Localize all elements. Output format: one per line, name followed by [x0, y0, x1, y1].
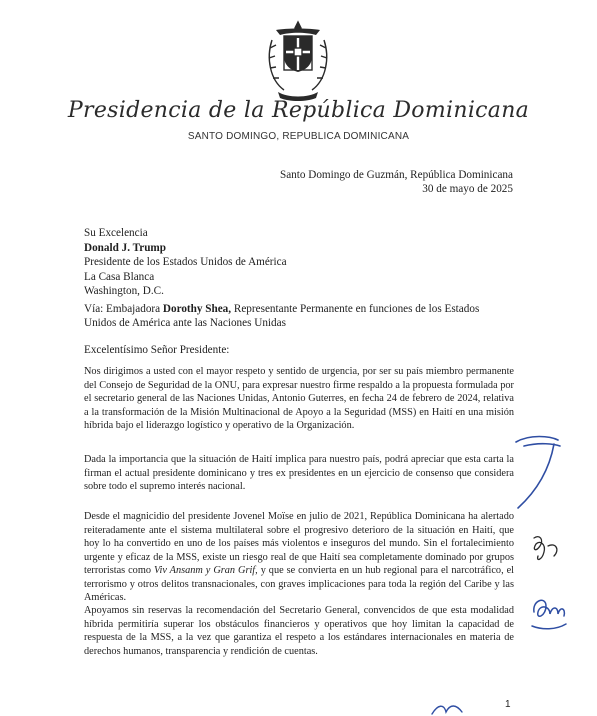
- paragraph-2: Dada la importancia que la situación de Haití implica para nuestro país, podrá apreciar que esta carta la firman el actual presidente dominicano y tres ex presidentes en un ejercicio de consenso que considera sobre todo el supremo interés nacional.: [84, 454, 514, 492]
- paragraph-3-part-a: Desde el magnicidio del presidente Jovenel Moïse en julio de 2021, República Dominicana ha alertado reiteradamente ante el sistema multilateral sobre el progresivo deterioro de la situación en Haití, que hoy lo ha convertido en uno de los países más violentos e inseguros del mundo. Sin el fortalecimiento urgente y eficaz de la MSS, existe un riesgo real de que Haití sea completamente dominado por grupos terroristas como: [84, 511, 514, 576]
- gang-name-1: Viv Ansanm: [153, 565, 203, 576]
- addressee-city: Washington, D.C.: [84, 285, 164, 297]
- handwritten-mark: [428, 700, 468, 716]
- paragraph-3-part-b: y que se convierta en un hub regional para el narcotráfico, el terrorismo y otros delitos transnacionales, con graves implicaciones para toda la región del Caribe y las Américas.: [84, 565, 515, 603]
- handwritten-initial-1: [510, 432, 570, 512]
- letter-date: 30 de mayo de 2025: [422, 183, 513, 195]
- salutation: Excelentísimo Señor Presidente:: [84, 344, 230, 356]
- addressee-name: Donald J. Trump: [84, 241, 166, 254]
- letterhead-title: Presidencia de la República Dominicana: [67, 98, 530, 123]
- letterhead-subtitle: SANTO DOMINGO, REPUBLICA DOMINICANA: [187, 131, 410, 142]
- handwritten-initial-2: [526, 532, 566, 566]
- addressee-honorific: Su Excelencia: [84, 227, 148, 239]
- addressee-block: [84, 226, 287, 299]
- paragraph-1: Nos dirigimos a usted con el mayor respeto y sentido de urgencia, por ser su país miembro permanente del Consejo de Seguridad de la ONU, para expresar nuestro firme respaldo a la propuesta formulada por el secretario general de las Naciones Unidas, Antonio Guterres, en fecha 24 de febrero de 2024, relativa a la transformación de la Misión Multinacional de Apoyo a la Seguridad (MSS) en Haití en una misión híbrida bajo el liderazgo logístico y operativo de la Organización.: [84, 366, 514, 431]
- paragraph-3: [84, 510, 514, 605]
- handwritten-initial-3: [528, 590, 568, 634]
- page-number: 1: [505, 699, 511, 710]
- coat-of-arms-seal: [262, 18, 334, 102]
- letter-place: Santo Domingo de Guzmán, República Dominicana: [279, 169, 513, 181]
- addressee-office: La Casa Blanca: [84, 270, 155, 283]
- gang-conjunction: y: [205, 565, 211, 576]
- via-rest: Representante Permanente en funciones de los Estados Unidos de América ante las Naciones Unidas: [84, 303, 480, 329]
- gang-name-2: Gran Grif,: [213, 565, 258, 576]
- addressee-role: Presidente de los Estados Unidos de América: [84, 256, 287, 268]
- via-name: Dorothy Shea,: [162, 303, 232, 315]
- paragraph-4: Apoyamos sin reservas la recomendación del Secretario General, convencidos de que esta modalidad híbrida permitiría superar los obstáculos financieros y operativos que hoy limitan la capacidad de respuesta de la MSS, a la vez que garantiza el respeto a los estándares internacionales en materia de derechos humanos, transparencia y rendición de cuentas.: [84, 605, 514, 657]
- via-prefix: Vía: Embajadora: [84, 303, 161, 315]
- via-line: [84, 302, 514, 330]
- place-date-block: [280, 168, 513, 196]
